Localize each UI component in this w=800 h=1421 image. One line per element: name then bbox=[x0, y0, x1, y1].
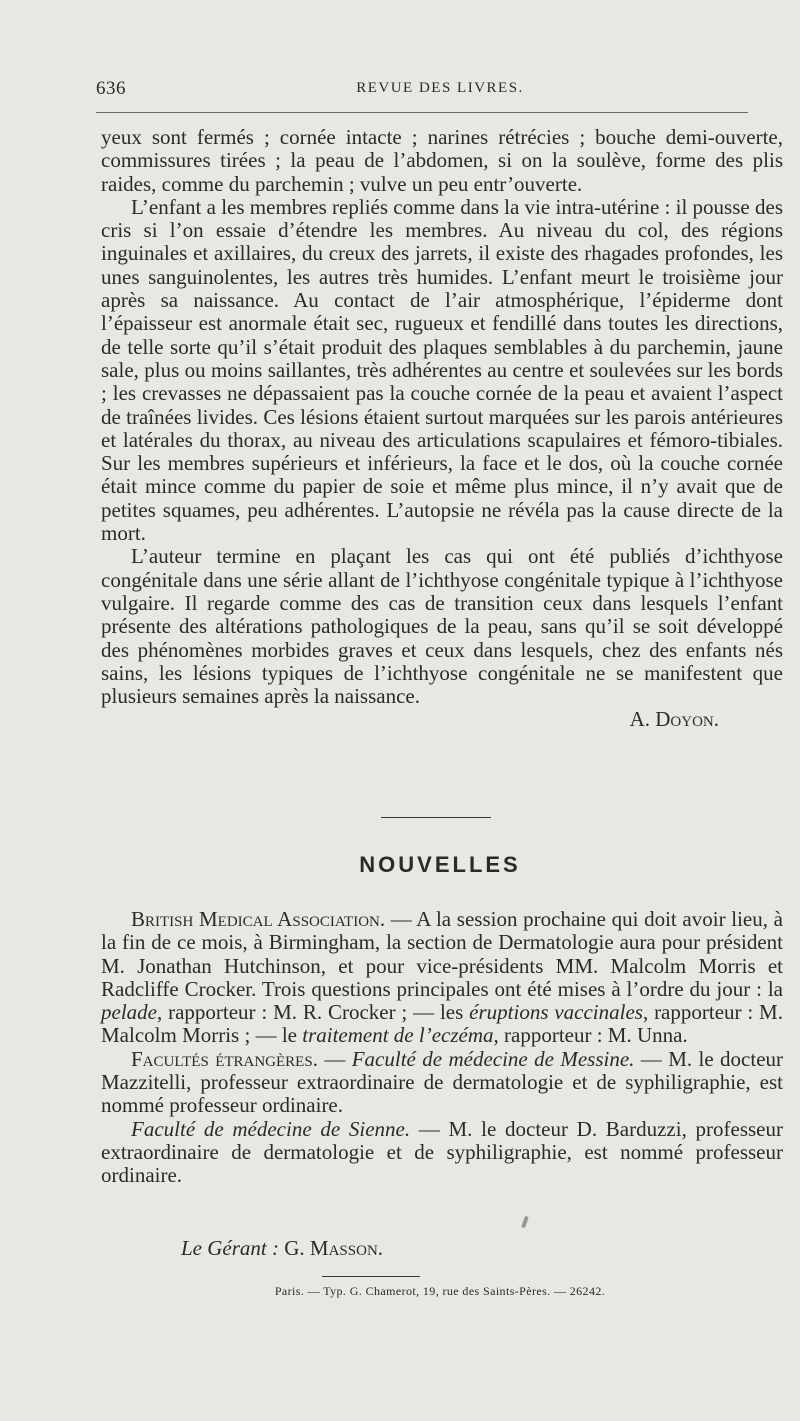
review-section bbox=[101, 126, 783, 732]
printer-imprint: Paris. — Typ. G. Chamerot, 19, rue des Saints-Pères. — 26242. bbox=[274, 1284, 606, 1298]
facultes-dash: — bbox=[317, 1046, 352, 1071]
news-item-messine bbox=[101, 1048, 783, 1118]
facultes-heading: Facultés étrangères. bbox=[131, 1046, 318, 1071]
gerant-initial: G. bbox=[279, 1236, 310, 1260]
bma-text-4: , rapporteur : M. Unna. bbox=[493, 1023, 688, 1048]
ink-spot bbox=[523, 1216, 529, 1230]
bma-topic-pelade: pelade bbox=[101, 1000, 157, 1025]
bma-text-1: — A la session prochaine qui doit avoir lieu, à la fin de ce mois, à Birmingham, la section de Dermatologie aura pour président M. Jonathan Hutchinson, et pour vice-présidents MM. Malcolm Morris et Radcliffe Crocker. Trois questions principales ont été mises à l’ordre du jour : la bbox=[101, 907, 783, 1001]
page-number: 636 bbox=[96, 78, 126, 99]
running-title: REVUE DES LIVRES. bbox=[356, 80, 524, 96]
bma-text-3: , rapporteur : M. Malcolm Morris ; — le bbox=[101, 1000, 783, 1048]
sienne-text: — M. le docteur D. Barduzzi, professeur extraordinaire de dermatologie et de syphiligraphie, est nommé professeur ordinaire. bbox=[101, 1116, 783, 1188]
bma-text-2: , rapporteur : M. R. Crocker ; — les bbox=[156, 1000, 470, 1025]
gerant-label: Le Gérant : bbox=[181, 1236, 279, 1260]
messine-title: Faculté de médecine de Messine. bbox=[351, 1046, 635, 1071]
review-signature: A. Doyon. bbox=[629, 707, 719, 732]
review-paragraph-3: L’auteur termine en plaçant les cas qui ont été publiés d’ichthyose congénitale dans une série allant de l’ichthyose congénitale typique à l’ichthyose vulgaire. Il regarde comme des cas de transition ceux dans lesquels l’enfant présente des altérations pathologiques de la peau, sans qu’il se soit développé des phénomènes morbides graves et ceux dans lesquels, chez des enfants nés sains, les lésions typiques de l’ichthyose congénitale ne se manifestent que plusieurs semaines après la naissance. bbox=[101, 544, 783, 709]
bma-heading: British Medical Association. bbox=[131, 907, 386, 931]
footer-rule bbox=[322, 1276, 420, 1277]
bma-topic-eruptions: éruptions vaccinales bbox=[469, 1000, 643, 1025]
messine-text: — M. le docteur Mazzitelli, professeur extraordinaire de dermatologie et de syphiligraphie, est nommé professeur ordinaire. bbox=[101, 1046, 784, 1118]
section-divider bbox=[381, 817, 491, 818]
review-paragraph-1: yeux sont fermés ; cornée intacte ; narines rétrécies ; bouche demi-ouverte, commissures tirées ; la peau de l’abdomen, si on la soulève, forme des plis raides, comme du parchemin ; vulve un peu entr’ouverte. bbox=[101, 125, 783, 196]
gerant-name: Masson. bbox=[309, 1236, 384, 1260]
news-section bbox=[101, 908, 783, 1188]
sienne-title: Faculté de médecine de Sienne. bbox=[131, 1116, 411, 1141]
news-item-sienne bbox=[101, 1118, 783, 1188]
news-title: NOUVELLES bbox=[359, 852, 521, 877]
news-item-bma bbox=[101, 908, 783, 1048]
bma-topic-eczema: traitement de l’eczéma bbox=[302, 1023, 494, 1048]
review-paragraph-2: L’enfant a les membres repliés comme dans la vie intra-utérine : il pousse des cris si l’on essaie d’étendre les membres. Au niveau du col, des régions inguinales et axillaires, du creux des jarrets, il existe des rhagades profondes, les unes sanguinolentes, les autres très humides. L’enfant meurt le troisième jour après sa naissance. Au contact de l’air atmosphérique, l’épiderme dont l’épaisseur est anormale était sec, rugueux et fendillé dans toutes les directions, de telle sorte qu’il s’était produit des plaques semblables à du parchemin, jaune sale, plus ou moins saillantes, très adhérentes au centre et soulevées sur les bords ; les crevasses ne dépassaient pas la couche cornée de la peau et avaient l’aspect de traînées livides. Ces lésions étaient surtout marquées sur les parois antérieures et latérales du thorax, au niveau des articulations scapulaires et fémoro-tibiales. Sur les membres supérieurs et inférieurs, la face et le dos, où la couche cornée était mince comme du papier de soie et même plus mince, il n’y avait que de petites squames, peu adhérentes. L’autopsie ne révéla pas la cause directe de la mort. bbox=[101, 194, 783, 546]
header-rule bbox=[96, 112, 748, 113]
gerant-line bbox=[181, 1236, 383, 1261]
